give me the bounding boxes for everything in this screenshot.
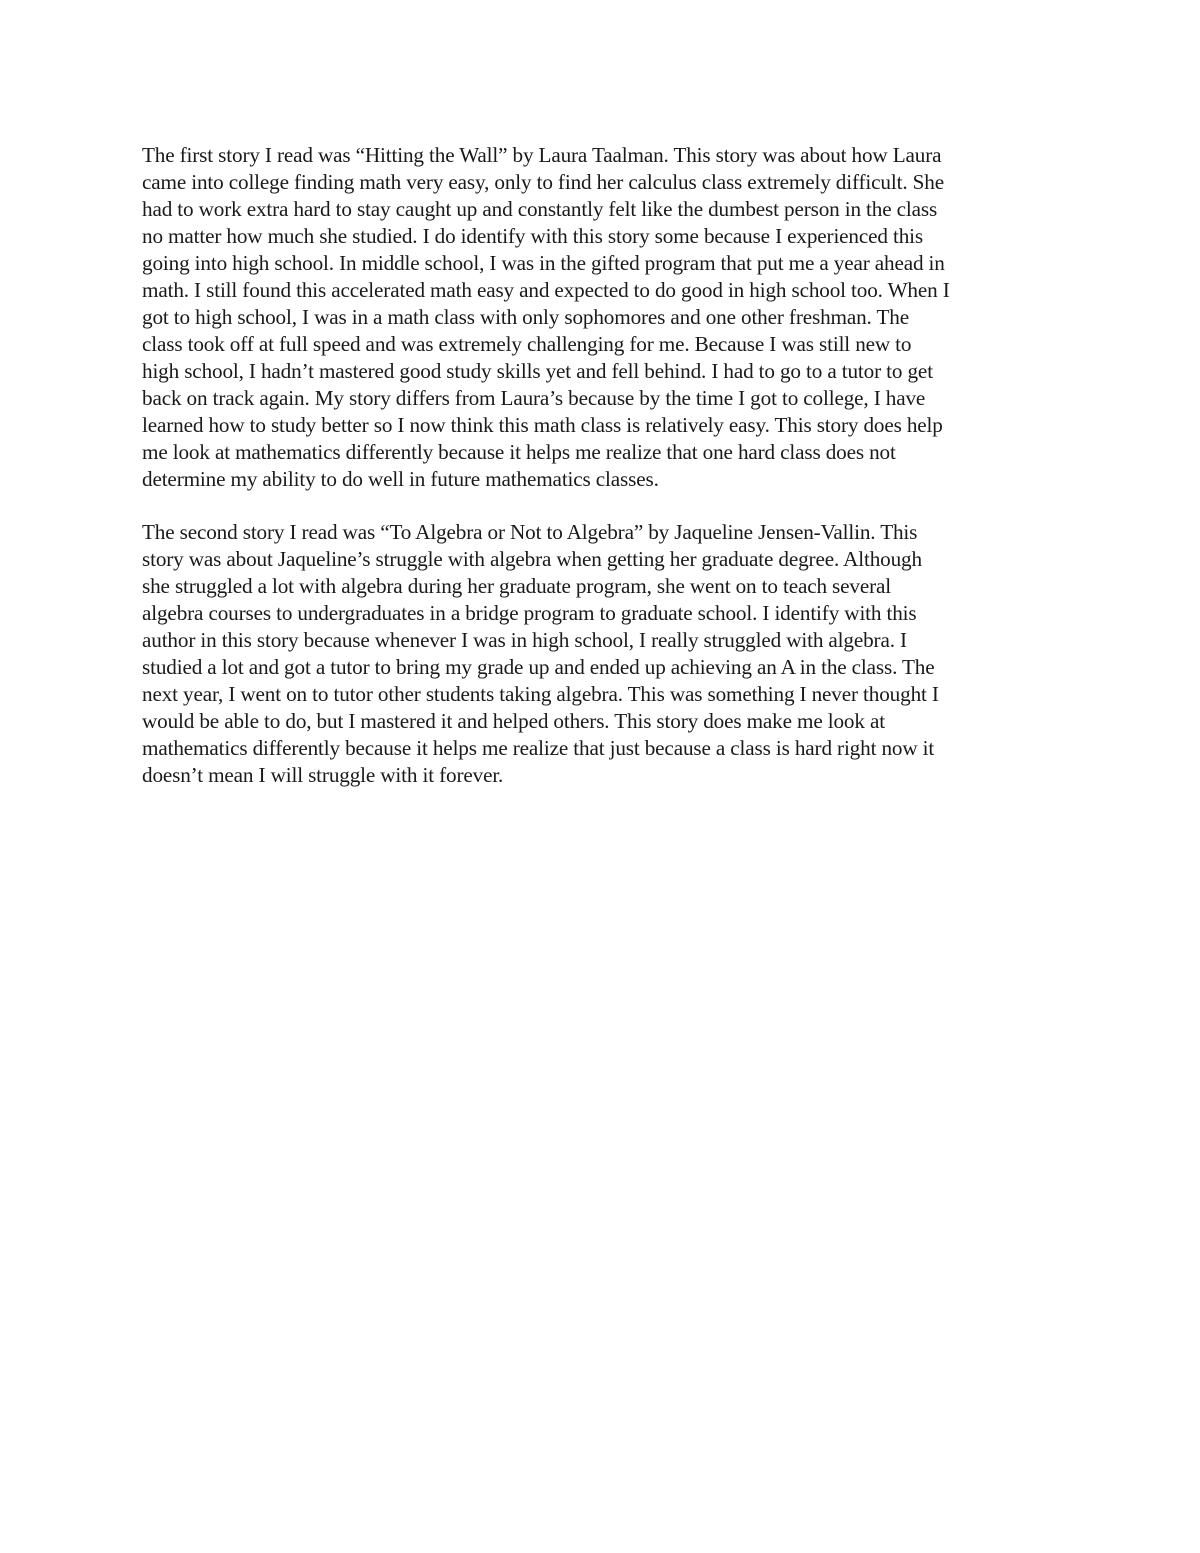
- paragraph-first-story: [142, 142, 1058, 493]
- paragraph-second-story: [142, 519, 1058, 789]
- document-body: [142, 142, 1058, 815]
- text-line: next year, I went on to tutor other students taking algebra. This was something I never thought I: [142, 682, 939, 706]
- text-line: going into high school. In middle school, I was in the gifted program that put me a year ahead in: [142, 251, 945, 275]
- text-line: author in this story because whenever I was in high school, I really struggled with algebra. I: [142, 628, 907, 652]
- text-line: class took off at full speed and was extremely challenging for me. Because I was still new to: [142, 332, 912, 356]
- text-line: no matter how much she studied. I do identify with this story some because I experienced this: [142, 224, 923, 248]
- text-line: high school, I hadn’t mastered good study skills yet and fell behind. I had to go to a tutor to get: [142, 359, 933, 383]
- text-line: determine my ability to do well in future mathematics classes.: [142, 467, 659, 491]
- text-line: she struggled a lot with algebra during her graduate program, she went on to teach several: [142, 574, 891, 598]
- text-line: would be able to do, but I mastered it and helped others. This story does make me look at: [142, 709, 885, 733]
- text-line: story was about Jaqueline’s struggle with algebra when getting her graduate degree. Although: [142, 547, 922, 571]
- text-line: The second story I read was “To Algebra or Not to Algebra” by Jaqueline Jensen-Vallin. This: [142, 520, 918, 544]
- text-line: back on track again. My story differs from Laura’s because by the time I got to college, I have: [142, 386, 926, 410]
- text-line: studied a lot and got a tutor to bring my grade up and ended up achieving an A in the class. The: [142, 655, 935, 679]
- text-line: had to work extra hard to stay caught up and constantly felt like the dumbest person in the class: [142, 197, 938, 221]
- text-line: me look at mathematics differently because it helps me realize that one hard class does not: [142, 440, 896, 464]
- text-line: got to high school, I was in a math class with only sophomores and one other freshman. The: [142, 305, 909, 329]
- text-line: mathematics differently because it helps me realize that just because a class is hard right now it: [142, 736, 935, 760]
- text-line: came into college finding math very easy, only to find her calculus class extremely difficult. She: [142, 170, 944, 194]
- text-line: math. I still found this accelerated math easy and expected to do good in high school too. When I: [142, 278, 950, 302]
- text-line: algebra courses to undergraduates in a bridge program to graduate school. I identify with this: [142, 601, 917, 625]
- text-line: learned how to study better so I now think this math class is relatively easy. This story does help: [142, 413, 943, 437]
- text-line: doesn’t mean I will struggle with it forever.: [142, 763, 504, 787]
- text-line: The first story I read was “Hitting the Wall” by Laura Taalman. This story was about how Laura: [142, 143, 942, 167]
